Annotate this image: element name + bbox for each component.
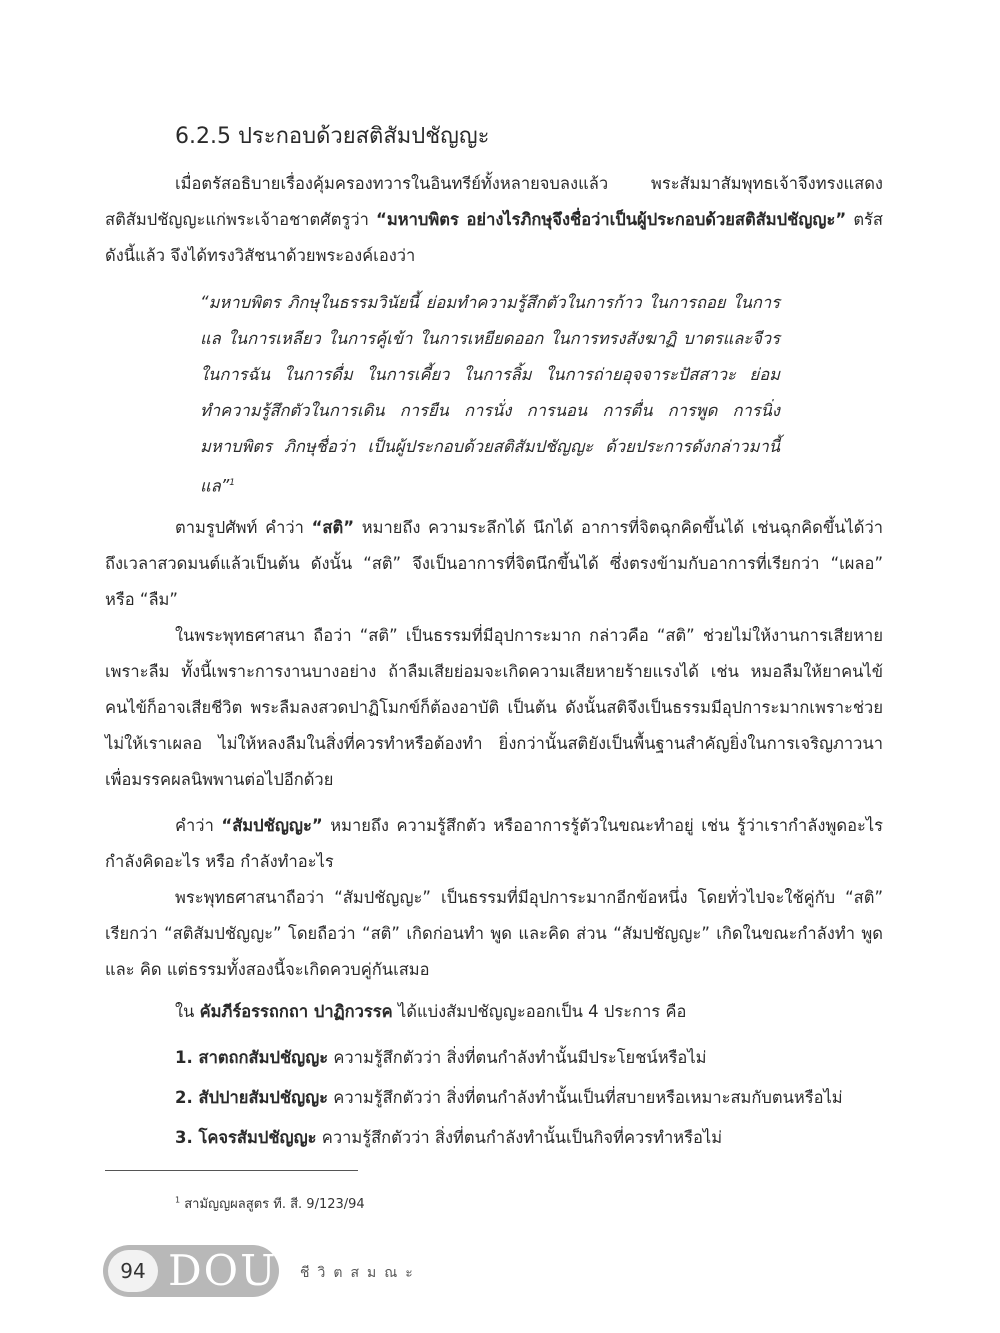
paragraph-5: [105, 880, 883, 988]
paragraph-6-text-a: ใน: [175, 1002, 200, 1021]
list-item-term: 1. สาตถกสัมปชัญญะ: [175, 1048, 329, 1067]
paragraph-1-text-b: ตรัสดังนี้แล้ว จึงได้ทรงวิสัชนาด้วยพระองค์เองว่า: [105, 210, 883, 265]
paragraph-1-text-a: เมื่อตรัสอธิบายเรื่องคุ้มครองทวารในอินทรีย์ทั้งหลายจบลงแล้ว พระสัมมาสัมพุทธเจ้าจึงทรงแสดงสติสัมปชัญญะแก่พระเจ้าอชาตศัตรูว่า: [105, 174, 883, 229]
paragraph-6-text-b: ได้แบ่งสัมปชัญญะออกเป็น 4 ประการ คือ: [392, 1002, 687, 1021]
paragraph-4-text-b: หมายถึง ความรู้สึกตัว หรืออาการรู้ตัวในขณะทำอยู่ เช่น รู้ว่าเรากำลังพูดอะไร กำลังคิดอะไร หรือ กำลังทำอะไร: [105, 816, 884, 871]
quote-block: [200, 285, 780, 505]
page-number: 94: [108, 1250, 158, 1292]
list-item: [175, 1120, 722, 1156]
footnote-number: 1: [175, 1195, 181, 1205]
list-item: [175, 1040, 707, 1076]
list-item-desc: ความรู้สึกตัวว่า สิ่งที่ตนกำลังทำนั้นมีประโยชน์หรือไม่: [328, 1048, 707, 1067]
footer-book-title: ชีวิตสมณะ: [300, 1265, 421, 1281]
footnote: [175, 1193, 365, 1214]
list-item-term: 2. สัปปายสัมปชัญญะ: [175, 1088, 329, 1107]
paragraph-2-text-a: ตามรูปศัพท์ คำว่า: [175, 518, 312, 537]
paragraph-1-bold: “มหาบพิตร อย่างไรภิกษุจึงชื่อว่าเป็นผู้ประกอบด้วยสติสัมปชัญญะ”: [376, 210, 847, 229]
paragraph-2-text-b: หมายถึง ความระลึกได้ นึกได้ อาการที่จิตฉุกคิดขึ้นได้ เช่นฉุกคิดขึ้นได้ว่า ถึงเวลาสวดมนต์แล้วเป็นต้น ดังนั้น “สติ” จึงเป็นอาการที่จิตนึกขึ้นได้ ซึ่งตรงข้ามกับอาการที่เรียกว่า “เผลอ” หรือ “ลืม”: [105, 518, 883, 609]
dou-logo: DOU: [168, 1246, 278, 1295]
paragraph-4: [105, 808, 883, 880]
list-item-desc: ความรู้สึกตัวว่า สิ่งที่ตนกำลังทำนั้นเป็นที่สบายหรือเหมาะสมกับตนหรือไม่: [328, 1088, 843, 1107]
paragraph-6: [105, 994, 883, 1030]
paragraph-2: [105, 510, 883, 618]
paragraph-1: [105, 166, 883, 274]
paragraph-5-text: พระพุทธศาสนาถือว่า “สัมปชัญญะ” เป็นธรรมที่มีอุปการะมากอีกข้อหนึ่ง โดยทั่วไปจะใช้คู่กับ “สติ” เรียกว่า “สติสัมปชัญญะ” โดยถือว่า “สติ” เกิดก่อนทำ พูด และคิด ส่วน “สัมปชัญญะ” เกิดในขณะกำลังทำ พูด และ คิด แต่ธรรมทั้งสองนี้จะเกิดควบคู่กันเสมอ: [105, 888, 883, 979]
paragraph-3-text: ในพระพุทธศาสนา ถือว่า “สติ” เป็นธรรมที่มีอุปการะมาก กล่าวคือ “สติ” ช่วยไม่ให้งานการเสียหายเพราะลืม ทั้งนี้เพราะการงานบางอย่าง ถ้าลืมเสียย่อมจะเกิดความเสียหายร้ายแรงได้ เช่น หมอลืมให้ยาคนไข้ คนไข้ก็อาจเสียชีวิต พระลืมลงสวดปาฏิโมกข์ก็ต้องอาบัติ เป็นต้น ดังนั้นสติจึงเป็นธรรมมีอุปการะมากเพราะช่วยไม่ให้เราเผลอ ไม่ให้หลงลืมในสิ่งที่ควรทำหรือต้องทำ ยิ่งกว่านั้นสติยังเป็นพื้นฐานสำคัญยิ่งในการเจริญภาวนาเพื่อมรรคผลนิพพานต่อไปอีกด้วย: [105, 626, 883, 789]
paragraph-4-text-a: คำว่า: [175, 816, 222, 835]
paragraph-2-bold: “สติ”: [311, 518, 355, 537]
quote-text: “มหาบพิตร ภิกษุในธรรมวินัยนี้ ย่อมทำความรู้สึกตัวในการก้าว ในการถอย ในการแล ในการเหลียว ในการคู้เข้า ในการเหยียดออก ในการทรงสังฆาฏิ บาตรและจีวร ในการฉัน ในการดื่ม ในการเคี้ยว ในการลิ้ม ในการถ่ายอุจจาระปัสสาวะ ย่อมทำความรู้สึกตัวในการเดิน การยืน การนั่ง การนอน การตื่น การพูด การนิ่ง มหาบพิตร ภิกษุชื่อว่า เป็นผู้ประกอบด้วยสติสัมปชัญญะ ด้วยประการดังกล่าวมานี้แล”: [200, 293, 780, 496]
list-item: [175, 1080, 843, 1116]
paragraph-6-bold: คัมภีร์อรรถกถา ปาฏิกวรรค: [199, 1002, 393, 1021]
list-item-term: 3. โคจรสัมปชัญญะ: [175, 1128, 317, 1147]
list-item-desc: ความรู้สึกตัวว่า สิ่งที่ตนกำลังทำนั้นเป็นกิจที่ควรทำหรือไม่: [316, 1128, 723, 1147]
paragraph-3: [105, 618, 883, 798]
paragraph-4-bold: “สัมปชัญญะ”: [221, 816, 323, 835]
footnote-text: สามัญญผลสูตร ที. สี. 9/123/94: [180, 1197, 365, 1212]
section-heading: 6.2.5 ประกอบด้วยสติสัมปชัญญะ: [175, 124, 490, 149]
footnote-divider: [105, 1170, 358, 1171]
footnote-ref: 1: [229, 478, 236, 488]
